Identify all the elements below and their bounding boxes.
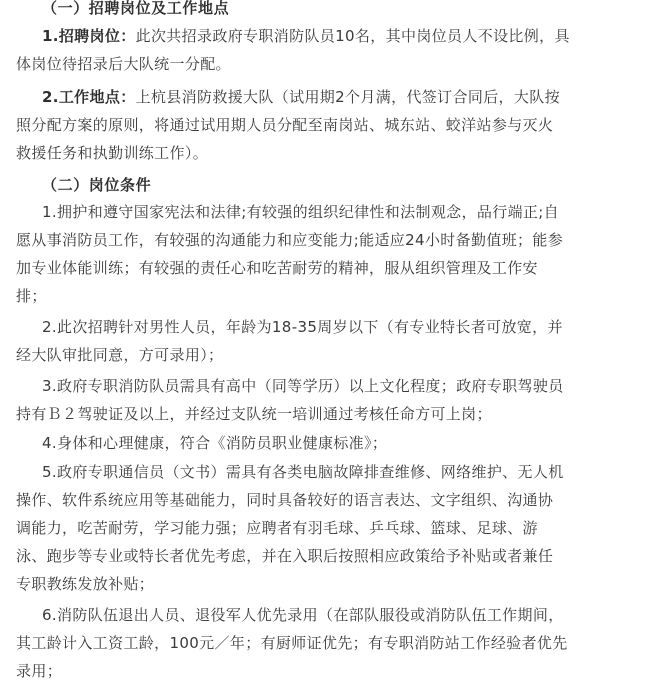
requirement-line: 加专业体能训练；有较强的责任心和吃苦耐劳的精神，服从组织管理及工作安 — [16, 259, 538, 277]
requirement-line: 调能力，吃苦耐劳，学习能力强；应聘者有羽毛球、乒乓球、篮球、足球、游 — [16, 519, 538, 537]
item-text-continuation: 体岗位待招录后大队统一分配。 — [16, 55, 231, 73]
item-work-location — [42, 83, 647, 111]
requirement-line: 1.拥护和遵守国家宪法和法律;有较强的组织纪律性和法制观念，品行端正;自 — [42, 203, 560, 221]
requirement-line: 3.政府专职消防队员需具有高中（同等学历）以上文化程度；政府专职驾驶员 — [42, 377, 564, 395]
requirement-line: 经大队审批同意，方可录用）； — [16, 346, 224, 364]
requirement-line: 泳、跑步等专业或特长者优先考虑，并在入职后按照相应政策给予补贴或者兼任 — [16, 547, 554, 565]
requirement-line: 排； — [16, 287, 47, 305]
requirement-line: 持有Ｂ２驾驶证及以上，并经过支队统一培训通过考核任命方可上岗； — [16, 405, 492, 423]
item-text-continuation: 照分配方案的原则，将通过试用期人员分配至南岗站、城东站、蛟洋站参与灭火 — [16, 116, 554, 134]
item-label: 2.工作地点： — [42, 88, 136, 106]
requirement-line: 专职教练发放补贴； — [16, 575, 155, 593]
requirement-line: 2.此次招聘针对男性人员，年龄为18-35周岁以下（有专业特长者可放宽，并 — [42, 318, 563, 336]
requirement-line: 愿从事消防员工作，有较强的沟通能力和应变能力;能适应24小时备勤值班；能参 — [16, 231, 564, 249]
item-text: 上杭县消防救援大队（试用期2个月满，代签订合同后，大队按 — [135, 88, 560, 106]
item-recruitment-positions — [42, 22, 647, 50]
section-heading-positions: （一）招聘岗位及工作地点 — [42, 0, 230, 17]
requirement-line: 操作、软件系统应用等基础能力，同时具备较好的语言表达、文字组织、沟通协 — [16, 491, 554, 509]
requirement-line: 6.消防队伍退出人员、退役军人优先录用（在部队服役或消防队伍工作期间， — [42, 606, 564, 624]
requirement-line: 4.身体和心理健康，符合《消防员职业健康标准》； — [42, 434, 388, 452]
section-heading-requirements: （二）岗位条件 — [42, 176, 152, 194]
item-label: 1.招聘岗位： — [42, 27, 136, 45]
requirement-line: 录用； — [16, 662, 63, 680]
item-text-continuation: 救援任务和执勤训练工作）。 — [16, 144, 209, 162]
item-text: 此次共招录政府专职消防队员10名，其中岗位员人不设比例，具 — [135, 27, 570, 45]
requirement-line: 其工龄计入工资工龄，100元／年；有厨师证优先；有专职消防站工作经验者优先 — [16, 634, 568, 652]
requirement-line: 5.政府专职通信员（文书）需具有各类电脑故障排查维修、网络维护、无人机 — [42, 463, 564, 481]
